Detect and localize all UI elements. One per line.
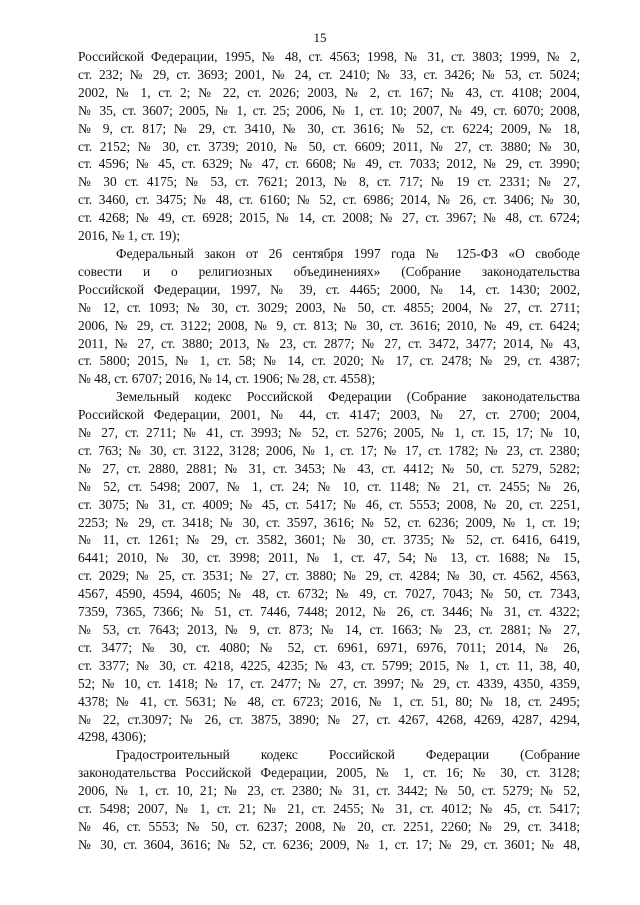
- text-line: ст. 3377; № 30, ст. 4218, 4225, 4235; № 43, ст. 5799; 2015, № 1, ст. 11, 38, 40,: [78, 657, 580, 673]
- text-line: 2006, № 29, ст. 3122; 2008, № 9, ст. 813; № 30, ст. 3616; 2010, № 49, ст. 6424;: [78, 317, 580, 333]
- page-number: 15: [313, 30, 327, 45]
- text-line: ст. 4268; № 49, ст. 6928; 2015, № 14, ст. 2008; № 27, ст. 3967; № 48, ст. 6724;: [78, 210, 580, 226]
- text-line: 2016, № 1, ст. 19);: [78, 228, 181, 244]
- text-line: Земельный кодекс Российской Федерации (Собрание законодательства: [116, 389, 580, 405]
- text-line: ст. 4596; № 45, ст. 6329; № 47, ст. 6608; № 49, ст. 7033; 2012, № 29, ст. 3990;: [78, 156, 580, 172]
- text-line: ст. 3477; № 30, ст. 4080; № 52, ст. 6961, 6971, 6976, 7011; 2014, № 26,: [78, 639, 580, 655]
- text-line: ст. 5800; 2015, № 1, ст. 58; № 14, ст. 2020; № 17, ст. 2478; № 29, ст. 4387;: [78, 353, 580, 369]
- text-line: № 11, ст. 1261; № 29, ст. 3582, 3601; № 30, ст. 3735; № 52, ст. 6416, 6419,: [78, 532, 580, 548]
- text-line: 52; № 10, ст. 1418; № 17, ст. 2477; № 27, ст. 3997; № 29, ст. 4339, 4350, 4359,: [78, 675, 580, 691]
- text-line: 7359, 7365, 7366; № 51, ст. 7446, 7448; 2012, № 26, ст. 3446; № 31, ст. 4322;: [78, 604, 580, 620]
- text-line: № 30, ст. 3604, 3616; № 52, ст. 6236; 2009, № 1, ст. 17; № 29, ст. 3601; № 48,: [78, 836, 580, 852]
- paragraph-federal-law-125: [78, 245, 580, 388]
- text-line: № 52, ст. 5498; 2007, № 1, ст. 24; № 10, ст. 1148; № 21, ст. 2455; № 26,: [78, 478, 580, 494]
- paragraph-continuation: [78, 48, 580, 245]
- paragraph-land-code: [78, 388, 580, 746]
- document-body: [78, 48, 580, 854]
- text-line: № 22, ст.3097; № 26, ст. 3875, 3890; № 27, ст. 4267, 4268, 4269, 4287, 4294,: [78, 711, 580, 727]
- text-line: № 12, ст. 1093; № 30, ст. 3029; 2003, № 50, ст. 4855; 2004, № 27, ст. 2711;: [78, 299, 580, 315]
- text-line: ст. 5498; 2007, № 1, ст. 21; № 21, ст. 2455; № 31, ст. 4012; № 45, ст. 5417;: [78, 801, 580, 817]
- text-line: ст. 2029; № 25, ст. 3531; № 27, ст. 3880; № 29, ст. 4284; № 30, ст. 4562, 4563,: [78, 568, 580, 584]
- text-line: ст. 3075; № 31, ст. 4009; № 45, ст. 5417; № 46, ст. 5553; 2008, № 20, ст. 2251,: [78, 496, 580, 512]
- text-line: 2011, № 27, ст. 3880; 2013, № 23, ст. 2877; № 27, ст. 3472, 3477; 2014, № 43,: [78, 335, 580, 351]
- text-line: совести и о религиозных объединениях» (Собрание законодательства: [78, 263, 580, 279]
- text-line: № 9, ст. 817; № 29, ст. 3410, № 30, ст. 3616; № 52, ст. 6224; 2009, № 18,: [78, 120, 580, 136]
- text-line: 4567, 4590, 4594, 4605; № 48, ст. 6732; № 49, ст. 7027, 7043; № 50, ст. 7343,: [78, 586, 580, 602]
- text-line: ст. 763; № 30, ст. 3122, 3128; 2006, № 1, ст. 17; № 17, ст. 1782; № 23, ст. 2380;: [78, 442, 580, 458]
- text-line: 4378; № 41, ст. 5631; № 48, ст. 6723; 2016, № 1, ст. 51, 80; № 18, ст. 2495;: [78, 693, 580, 709]
- text-line: № 27, ст. 2880, 2881; № 31, ст. 3453; № 43, ст. 4412; № 50, ст. 5279, 5282;: [78, 460, 580, 476]
- text-line: ст. 3460, ст. 3475; № 48, ст. 6160; № 52, ст. 6986; 2014, № 26, ст. 3406; № 30,: [78, 192, 580, 208]
- text-line: 2006, № 1, ст. 10, 21; № 23, ст. 2380; № 31, ст. 3442; № 50, ст. 5279; № 52,: [78, 783, 580, 799]
- text-line: ст. 232; № 29, ст. 3693; 2001, № 24, ст. 2410; № 33, ст. 3426; № 53, ст. 5024;: [78, 66, 580, 82]
- text-line: 2253; № 29, ст. 3418; № 30, ст. 3597, 3616; № 52, ст. 6236; 2009, № 1, ст. 19;: [78, 514, 580, 530]
- text-line: № 35, ст. 3607; 2005, № 1, ст. 25; 2006, № 1, ст. 10; 2007, № 49, ст. 6070; 2008,: [78, 102, 580, 118]
- text-line: ст. 2152; № 30, ст. 3739; 2010, № 50, ст. 6609; 2011, № 27, ст. 3880; № 30,: [78, 138, 580, 154]
- text-line: № 46, ст. 5553; № 50, ст. 6237; 2008, № 20, ст. 2251, 2260; № 29, ст. 3418;: [78, 818, 580, 834]
- text-line: Российской Федерации, 1997, № 39, ст. 4465; 2000, № 14, ст. 1430; 2002,: [78, 281, 580, 297]
- text-line: Градостроительный кодекс Российской Федерации (Собрание: [116, 747, 580, 763]
- paragraph-urban-planning-code: [78, 746, 580, 853]
- text-line: Российской Федерации, 2001, № 44, ст. 4147; 2003, № 27, ст. 2700; 2004,: [78, 407, 580, 423]
- text-line: 4298, 4306);: [78, 729, 147, 745]
- text-line: законодательства Российской Федерации, 2005, № 1, ст. 16; № 30, ст. 3128;: [78, 765, 580, 781]
- text-line: 6441; 2010, № 30, ст. 3998; 2011, № 1, ст. 47, 54; № 13, ст. 1688; № 15,: [78, 550, 580, 566]
- text-line: № 30 ст. 4175; № 53, ст. 7621; 2013, № 8, ст. 717; № 19 ст. 2331; № 27,: [78, 174, 580, 190]
- text-line: Российской Федерации, 1995, № 48, ст. 4563; 1998, № 31, ст. 3803; 1999, № 2,: [78, 49, 580, 64]
- text-line: № 27, ст. 2711; № 41, ст. 3993; № 52, ст. 5276; 2005, № 1, ст. 15, 17; № 10,: [78, 425, 580, 441]
- text-line: № 53, ст. 7643; 2013, № 9, ст. 873; № 14, ст. 1663; № 23, ст. 2881; № 27,: [78, 622, 580, 637]
- text-line: 2002, № 1, ст. 2; № 22, ст. 2026; 2003, № 2, ст. 167; № 43, ст. 4108; 2004,: [78, 84, 580, 100]
- text-line: Федеральный закон от 26 сентября 1997 года № 125-ФЗ «О свободе: [116, 245, 580, 261]
- text-line: № 48, ст. 6707; 2016, № 14, ст. 1906; № 28, ст. 4558);: [78, 371, 376, 387]
